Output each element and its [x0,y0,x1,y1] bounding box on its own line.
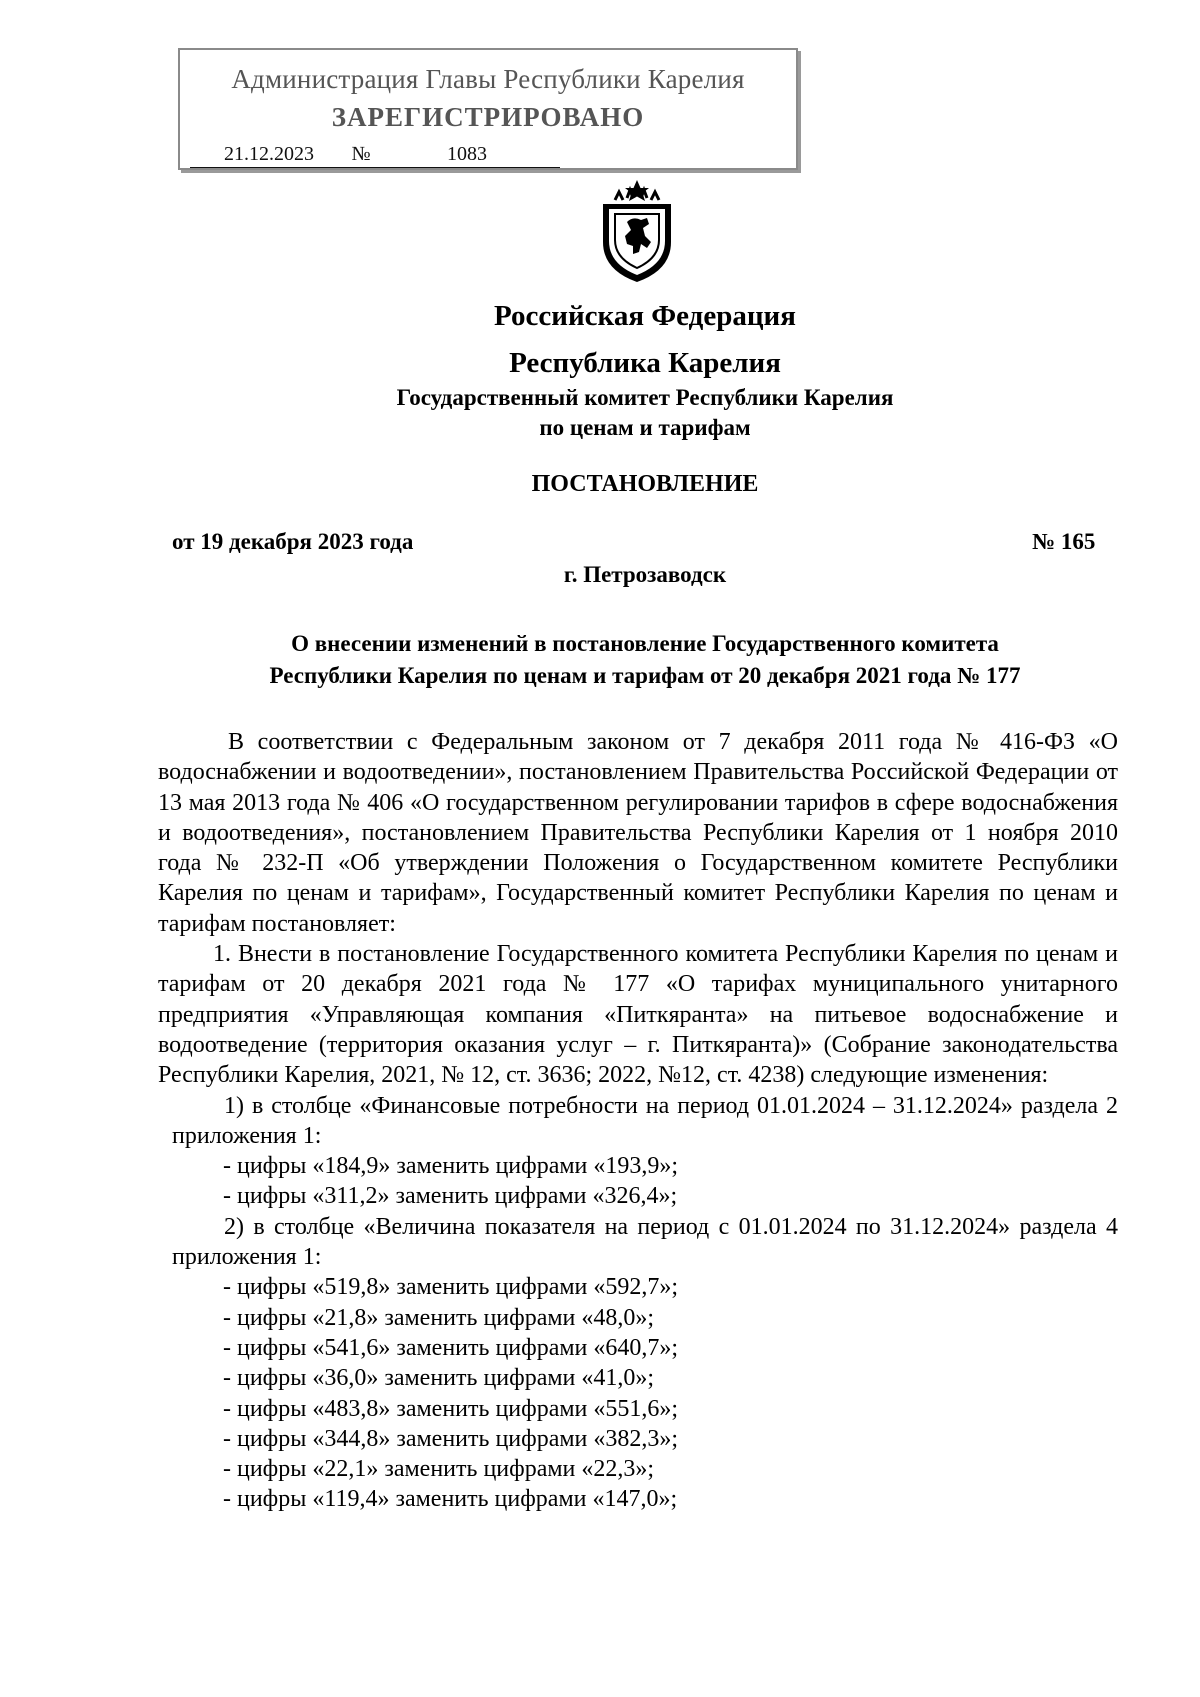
decree-city: г. Петрозаводск [563,562,727,587]
list-item: - цифры «184,9» заменить цифрами «193,9»; [223,1153,679,1180]
subitem-1-paragraph: 1) в столбце «Финансовые потребности на период 01.01.2024 – 31.12.2024» раздела 2 приложения 1: [172,1092,1118,1149]
list-item: - цифры «36,0» заменить цифрами «41,0»; [223,1365,655,1392]
list-item: - цифры «541,6» заменить цифрами «640,7»; [223,1334,679,1361]
list-item: - цифры «21,8» заменить цифрами «48,0»; [223,1304,655,1331]
list-item: - цифры «483,8» заменить цифрами «551,6»; [223,1395,679,1422]
karelia-coat-of-arms-icon [593,178,681,284]
list-item: - цифры «119,4» заменить цифрами «147,0»; [223,1486,678,1513]
document-type-heading: ПОСТАНОВЛЕНИЕ [531,471,759,497]
list-item: - цифры «519,8» заменить цифрами «592,7»; [223,1274,679,1301]
country-heading: Российская Федерация [494,300,796,332]
stamp-registered: ЗАРЕГИСТРИРОВАНО [331,102,645,132]
decree-number: № 165 [1032,529,1096,554]
item-1-paragraph: 1. Внести в постановление Государственного комитета Республики Карелия по ценам и тарифам от 20 декабря 2021 года № 177 «О тарифах муниципального унитарного предприятия «Управляющая компания «Питкяранта» на питьевое водоснабжение и водоотведение (территория оказания услуг – г. Питкяранта)» (Собрание законодательства Республики Карелия, 2021, № 12, ст. 3636; 2022, №12, ст. 4238) следующие изменения: [158,941,1118,1089]
republic-heading: Республика Карелия [509,347,781,379]
decree-title-line2: Республики Карелия по ценам и тарифам от 20 декабря 2021 года № 177 [269,663,1021,688]
decree-date: от 19 декабря 2023 года [172,529,414,554]
registration-stamp [178,48,798,170]
subitem-2-paragraph: 2) в столбце «Величина показателя на период с 01.01.2024 по 31.12.2024» раздела 4 приложения 1: [172,1213,1118,1271]
stamp-number: 1083 [374,143,560,168]
list-item: - цифры «22,1» заменить цифрами «22,3»; [223,1456,655,1483]
stamp-date: 21.12.2023 [190,143,348,168]
stamp-registration-line [190,143,560,168]
committee-heading-line1: Государственный комитет Республики Карелия [396,385,894,410]
decree-title [150,628,1140,692]
stamp-organization: Администрация Главы Республики Карелия [231,64,745,94]
decree-body [158,727,1118,1515]
decree-title-line1: О внесении изменений в постановление Государственного комитета [291,631,999,656]
list-item: - цифры «344,8» заменить цифрами «382,3»; [223,1425,679,1452]
preamble-paragraph: В соответствии с Федеральным законом от 7 декабря 2011 года № 416-ФЗ «О водоснабжении и водоотведении», постановлением Правительства Российской Федерации от 13 мая 2013 года № 406 «О государственном регулировании тарифов в сфере водоснабжения и водоотведения», постановлением Правительства Республики Карелия от 1 ноября 2010 года № 232-П «Об утверждении Положения о Государственном комитете Республики Карелия по ценам и тарифам», Государственный комитет Республики Карелия по ценам и тарифам постановляет: [158,729,1118,937]
committee-heading-line2: по ценам и тарифам [539,415,751,440]
list-item: - цифры «311,2» заменить цифрами «326,4»; [223,1183,678,1210]
stamp-number-sign: № [348,143,374,168]
